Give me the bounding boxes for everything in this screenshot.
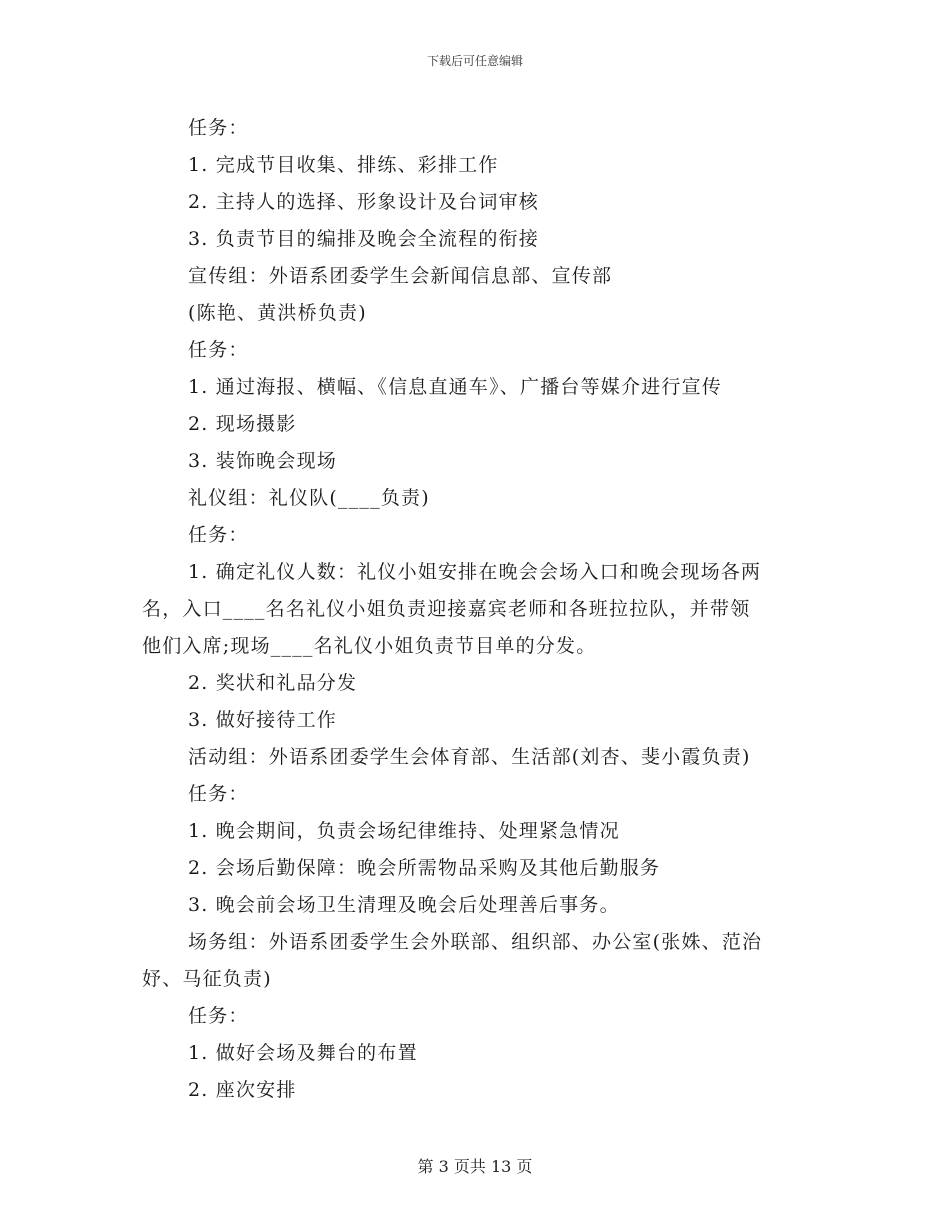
paragraph-line: 1. 晚会期间，负责会场纪律维持、处理紧急情况 <box>188 820 620 842</box>
paragraph-line: 2. 奖状和礼品分发 <box>188 672 358 694</box>
page-footer: 第 3 页共 13 页 <box>417 1157 533 1176</box>
paragraph-line: 礼仪组：礼仪队(____负责) <box>188 487 430 509</box>
paragraph-line: 1. 做好会场及舞台的布置 <box>188 1042 418 1064</box>
paragraph-line: 2. 主持人的选择、形象设计及台词审核 <box>188 191 539 213</box>
paragraph-line: 3. 晚会前会场卫生清理及晚会后处理善后事务。 <box>188 894 620 916</box>
paragraph-line: 3. 负责节目的编排及晚会全流程的衔接 <box>188 228 539 250</box>
paragraph-line: (陈艳、黄洪桥负责) <box>188 302 367 324</box>
page-header: 下载后可任意编辑 <box>426 54 523 68</box>
paragraph-line: 活动组：外语系团委学生会体育部、生活部(刘杏、斐小霞负责) <box>188 746 751 768</box>
paragraph-line: 场务组：外语系团委学生会外联部、组织部、办公室(张姝、范治 <box>188 931 763 953</box>
paragraph-line: 他们入席;现场____名礼仪小姐负责节目单的分发。 <box>142 635 597 657</box>
paragraph-line: 任务： <box>188 1005 249 1027</box>
paragraph-line: 1. 完成节目收集、排练、彩排工作 <box>188 154 499 176</box>
paragraph-line: 2. 现场摄影 <box>188 413 297 435</box>
paragraph-line: 任务： <box>188 339 249 361</box>
paragraph-line: 1. 确定礼仪人数：礼仪小姐安排在晚会会场入口和晚会现场各两 <box>188 561 762 583</box>
paragraph-line: 1. 通过海报、横幅、《信息直通车》、广播台等媒介进行宣传 <box>188 376 722 398</box>
paragraph-line: 任务： <box>188 117 249 139</box>
paragraph-line: 任务： <box>188 783 249 805</box>
paragraph-line: 2. 会场后勤保障：晚会所需物品采购及其他后勤服务 <box>188 857 661 879</box>
paragraph-line: 2. 座次安排 <box>188 1079 297 1101</box>
paragraph-line: 3. 做好接待工作 <box>188 709 337 731</box>
paragraph-line: 宣传组：外语系团委学生会新闻信息部、宣传部 <box>188 265 613 287</box>
document-body <box>142 110 822 1109</box>
paragraph-line: 3. 装饰晚会现场 <box>188 450 337 472</box>
paragraph-line: 名，入口____名名礼仪小姐负责迎接嘉宾老师和各班拉拉队，并带领 <box>142 598 751 620</box>
paragraph-line: 妤、马征负责) <box>142 968 272 990</box>
paragraph-line: 任务： <box>188 524 249 546</box>
